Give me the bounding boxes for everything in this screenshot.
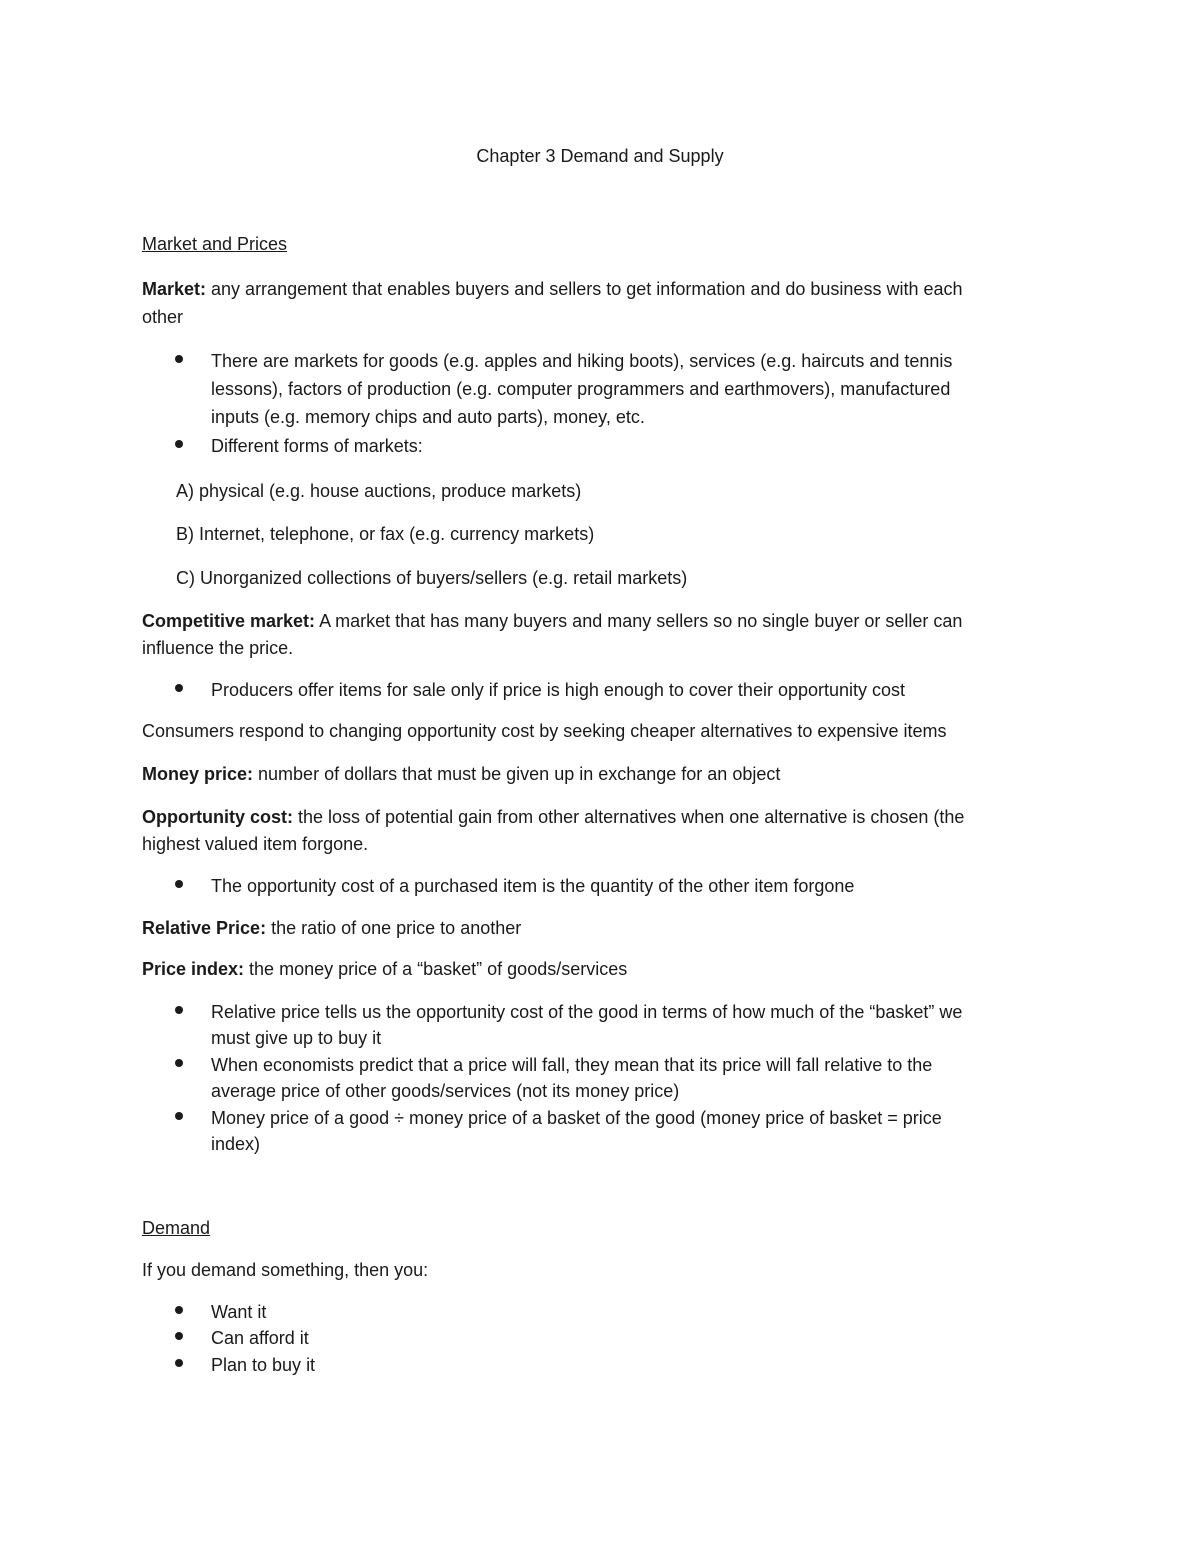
section-heading-market-and-prices: Market and Prices — [142, 234, 288, 254]
bullet-icon — [175, 880, 183, 888]
market-form-a: A) physical (e.g. house auctions, produce markets) — [176, 481, 582, 501]
bullet-icon — [175, 684, 183, 692]
market-definition-line-2: other — [142, 307, 184, 327]
bullet-money-price-ratio-line-1: Money price of a good ÷ money price of a basket of the good (money price of basket = price — [211, 1108, 942, 1128]
competitive-market-definition: A market that has many buyers and many sellers so no single buyer or seller can — [315, 611, 963, 631]
bullet-economists-line-2: average price of other goods/services (not its money price) — [211, 1081, 680, 1101]
bullet-icon — [175, 355, 183, 363]
bullet-icon — [175, 1059, 183, 1067]
market-definition: any arrangement that enables buyers and sellers to get information and do business with each — [206, 279, 963, 299]
page-title: Chapter 3 Demand and Supply — [476, 146, 724, 166]
bullet-relative-price-line-1: Relative price tells us the opportunity cost of the good in terms of how much of the “basket” we — [211, 1002, 963, 1022]
market-form-c: C) Unorganized collections of buyers/sellers (e.g. retail markets) — [176, 568, 688, 588]
bullet-can-afford-it: Can afford it — [211, 1328, 309, 1348]
bullet-icon — [175, 440, 183, 448]
bullet-forms-of-markets: Different forms of markets: — [211, 436, 423, 456]
relative-price-line — [142, 915, 521, 941]
consumers-line: Consumers respond to changing opportunity cost by seeking cheaper alternatives to expensive items — [142, 721, 947, 741]
bullet-money-price-ratio-line-2: index) — [211, 1134, 261, 1154]
bullet-want-it: Want it — [211, 1302, 267, 1322]
competitive-market-line-1 — [142, 608, 962, 634]
bullet-markets-for-goods-line-3: inputs (e.g. memory chips and auto parts), money, etc. — [211, 407, 645, 427]
bullet-opportunity-cost: The opportunity cost of a purchased item is the quantity of the other item forgone — [211, 876, 855, 896]
market-definition-line-1 — [142, 276, 963, 302]
opportunity-cost-line-2: highest valued item forgone. — [142, 834, 369, 854]
bullet-icon — [175, 1006, 183, 1014]
bullet-markets-for-goods-line-1: There are markets for goods (e.g. apples and hiking boots), services (e.g. haircuts and tennis — [211, 351, 953, 371]
money-price-line — [142, 761, 780, 787]
market-term: Market: — [142, 279, 207, 299]
relative-price-term: Relative Price: — [142, 918, 267, 938]
market-form-b: B) Internet, telephone, or fax (e.g. currency markets) — [176, 524, 595, 544]
bullet-icon — [175, 1306, 183, 1314]
demand-intro: If you demand something, then you: — [142, 1260, 429, 1280]
money-price-definition: number of dollars that must be given up in exchange for an object — [253, 764, 781, 784]
relative-price-definition: the ratio of one price to another — [266, 918, 522, 938]
opportunity-cost-definition: the loss of potential gain from other alternatives when one alternative is chosen (the — [293, 807, 965, 827]
bullet-producers: Producers offer items for sale only if price is high enough to cover their opportunity cost — [211, 680, 906, 700]
bullet-plan-to-buy-it: Plan to buy it — [211, 1355, 316, 1375]
opportunity-cost-term: Opportunity cost: — [142, 807, 293, 827]
opportunity-cost-line-1 — [142, 804, 964, 830]
bullet-relative-price-line-2: must give up to buy it — [211, 1028, 382, 1048]
bullet-icon — [175, 1359, 183, 1367]
bullet-icon — [175, 1332, 183, 1340]
bullet-icon — [175, 1112, 183, 1120]
price-index-term: Price index: — [142, 959, 245, 979]
competitive-market-line-2: influence the price. — [142, 638, 294, 658]
bullet-economists-line-1: When economists predict that a price will fall, they mean that its price will fall relative to the — [211, 1055, 933, 1075]
price-index-definition: the money price of a “basket” of goods/services — [244, 959, 628, 979]
price-index-line — [142, 956, 627, 982]
bullet-markets-for-goods-line-2: lessons), factors of production (e.g. computer programmers and earthmovers), manufactured — [211, 379, 951, 399]
section-heading-demand: Demand — [142, 1218, 211, 1238]
money-price-term: Money price: — [142, 764, 254, 784]
competitive-market-term: Competitive market: — [142, 611, 316, 631]
